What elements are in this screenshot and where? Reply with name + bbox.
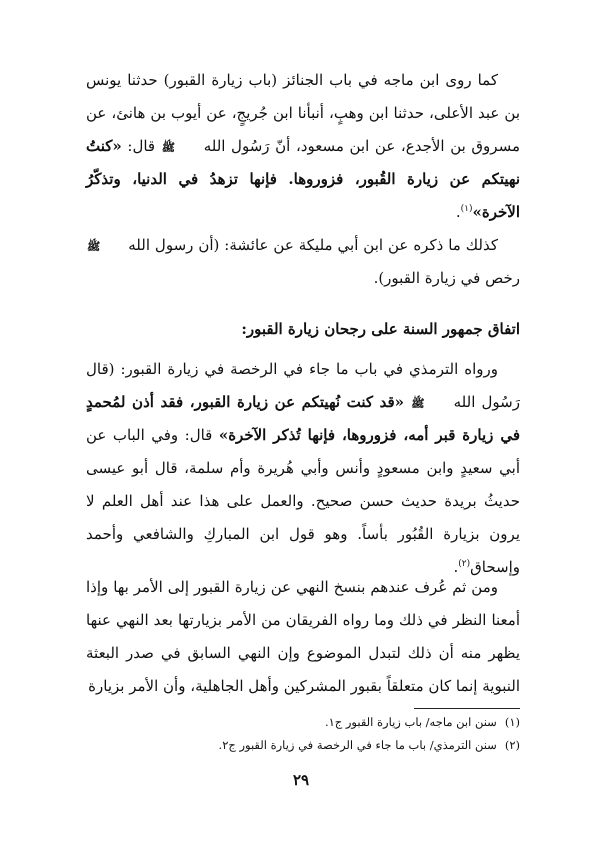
paragraph-ibn-majah xyxy=(86,64,520,229)
footnote-ref-2[interactable]: (٢) xyxy=(458,559,471,569)
footnote-2-number: (٢) xyxy=(504,738,520,752)
honorific-glyph: ﷺ xyxy=(161,141,176,154)
footnote-1 xyxy=(86,711,520,734)
footnote-divider xyxy=(414,708,520,709)
paragraph-abrogation xyxy=(86,571,520,703)
p1-hadith-quote: «كنتُ نهيتكم عن زيارة القُبور، فزوروها. فإنها تزهدُ في الدنيا، وتذكّرُ الآخرة» xyxy=(86,137,520,221)
p3-end: . xyxy=(453,558,459,576)
paragraph-tirmidhi xyxy=(86,353,520,584)
p1-end: . xyxy=(455,203,461,221)
footnote-2-text: سنن الترمذي/ باب ما جاء في الرخصة في زيارة القبور ج٢. xyxy=(218,738,497,752)
p1-text: كما روى ابن ماجه في باب الجنائز (باب زيارة القبور) حدثنا يونس بن عبد الأعلى، حدثنا ابن وهبٍ، أنبأنا ابن جُريجٍ، عن أيوب بن هانئ، عن مسروق بن الأجدع، عن ابن مسعود، أنّ رَسُول الله xyxy=(86,71,520,155)
footnotes xyxy=(86,711,520,757)
section-heading: اتفاق جمهور السنة على رجحان زيارة القبور: xyxy=(241,320,520,338)
page-number: ٢٩ xyxy=(292,771,310,789)
p3-hadith-quote: «قد كنت نُهيتكم عن زيارة القبور، فقد أذن لمُحمدٍ في زيارة قبر أمه، فزوروها، فإنها تُذكر الآخرة» xyxy=(86,393,520,444)
p1-text-b: قال: xyxy=(121,137,156,155)
p4-text: ومن ثم عُرف عندهم بنسخ النهي عن زيارة القبور إلى الأمر بها وإذا أمعنا النظر في ذلك وما رواه الفريقان من الأمر بزيارتها بعد النهي عنها يظهر منه أن ذلك لتبدل الموضوع وإن النهي السابق في صدر البعثة النبوية إنما كان متعلقاً بقبور المشركين وأهل الجاهلية، وأن الأمر بزيارة xyxy=(86,578,520,695)
p3-text: ورواه الترمذي في باب ما جاء في الرخصة في زيارة القبور: (قال رَسُول الله xyxy=(86,360,520,411)
honorific-glyph: ﷺ xyxy=(411,397,425,410)
footnote-ref-1[interactable]: (١) xyxy=(460,204,473,214)
footnote-1-number: (١) xyxy=(504,715,520,729)
p2-text: كذلك ما ذكره عن ابن أبي مليكة عن عائشة: (أن رسول الله xyxy=(128,236,498,254)
paragraph-aisha xyxy=(86,229,520,295)
honorific-glyph: ﷺ xyxy=(87,240,101,253)
footnote-2 xyxy=(86,734,520,757)
footnote-1-text: سنن ابن ماجه/ باب زيارة القبور ج١. xyxy=(324,715,497,729)
p2-text-b: رخص في زيارة القبور). xyxy=(373,269,520,287)
p3-text-b: قال: وفي الباب عن أبي سعيدٍ وابن مسعودٍ وأنس وأبي هُريرة وأم سلمة، قال أبو عيسى حديثُ بريدة حديث حسن صحيح. والعمل على هذا عند أهل العلم لا يرون بزيارة القُبُور بأساً. وهو قول ابن المباركِ والشافعي وأحمد وإسحاق xyxy=(86,426,520,576)
